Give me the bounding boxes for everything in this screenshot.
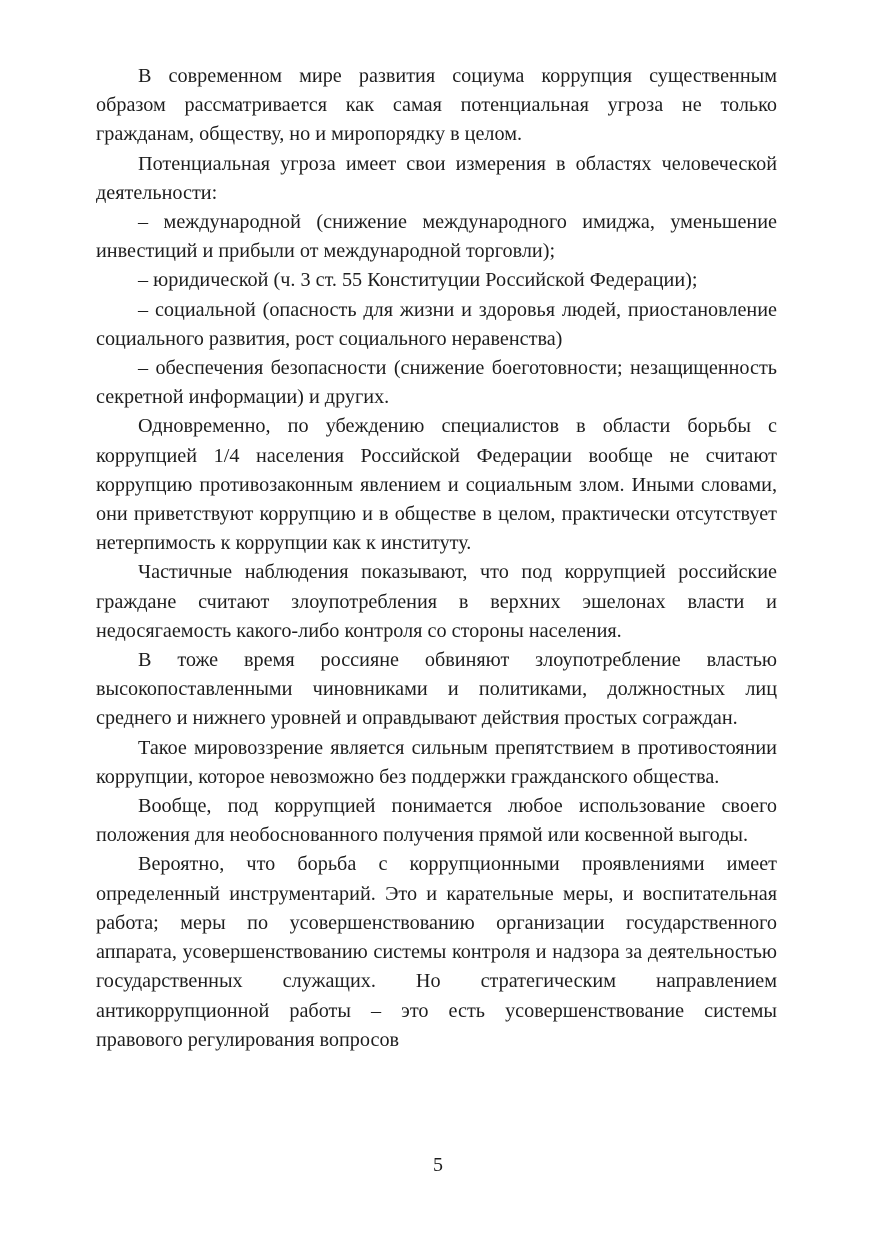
page-number: 5	[433, 1154, 443, 1176]
list-item-security: – обеспечения безопасности (снижение боеготовности; незащищенность секретной информации) и других.	[96, 357, 777, 409]
document-body	[96, 62, 777, 1055]
paragraph-definition: Вообще, под коррупцией понимается любое использование своего положения для необоснованного получения прямой или косвенной выгоды.	[96, 795, 777, 847]
list-item-legal: – юридической (ч. 3 ст. 55 Конституции Российской Федерации);	[138, 269, 698, 292]
paragraph-worldview: Такое мировоззрение является сильным препятствием в противостоянии коррупции, которое невозможно без поддержки гражданского общества.	[96, 736, 777, 788]
paragraph-observations: Частичные наблюдения показывают, что под коррупцией российские граждане считают злоупотребления в верхних эшелонах власти и недосягаемость какого-либо контроля со стороны населения.	[96, 561, 777, 642]
paragraph-intro: В современном мире развития социума коррупция существенным образом рассматривается как самая потенциальная угроза не только гражданам, обществу, но и миропорядку в целом.	[96, 65, 777, 146]
paragraph-measures: Вероятно, что борьба с коррупционными проявлениями имеет определенный инструментарий. Это и карательные меры, и воспитательная работа; меры по усовершенствованию организации государственного аппарата, усовершенствованию системы контроля и надзора за деятельностью государственных служащих. Но стратегическим направлением антикоррупционной работы – это есть усовершенствование системы правового регулирования вопросов	[96, 853, 777, 1051]
paragraph-specialists-opinion: Одновременно, по убеждению специалистов в области борьбы с коррупцией 1/4 населения Российской Федерации вообще не считают коррупцию противозаконным явлением и социальным злом. Иными словами, они приветствуют коррупцию и в обществе в целом, практически отсутствует нетерпимость к коррупции как к институту.	[96, 415, 777, 555]
list-item-international: – международной (снижение международного имиджа, уменьшение инвестиций и прибыли от международной торговли);	[96, 211, 777, 263]
list-item-social: – социальной (опасность для жизни и здоровья людей, приостановление социального развития, рост социального неравенства)	[96, 298, 777, 350]
paragraph-threat-dimensions: Потенциальная угроза имеет свои измерения в областях человеческой деятельности:	[96, 152, 777, 204]
paragraph-russians-blame: В тоже время россияне обвиняют злоупотребление властью высокопоставленными чиновниками и политиками, должностных лиц среднего и нижнего уровней и оправдывают действия простых сограждан.	[96, 649, 777, 730]
